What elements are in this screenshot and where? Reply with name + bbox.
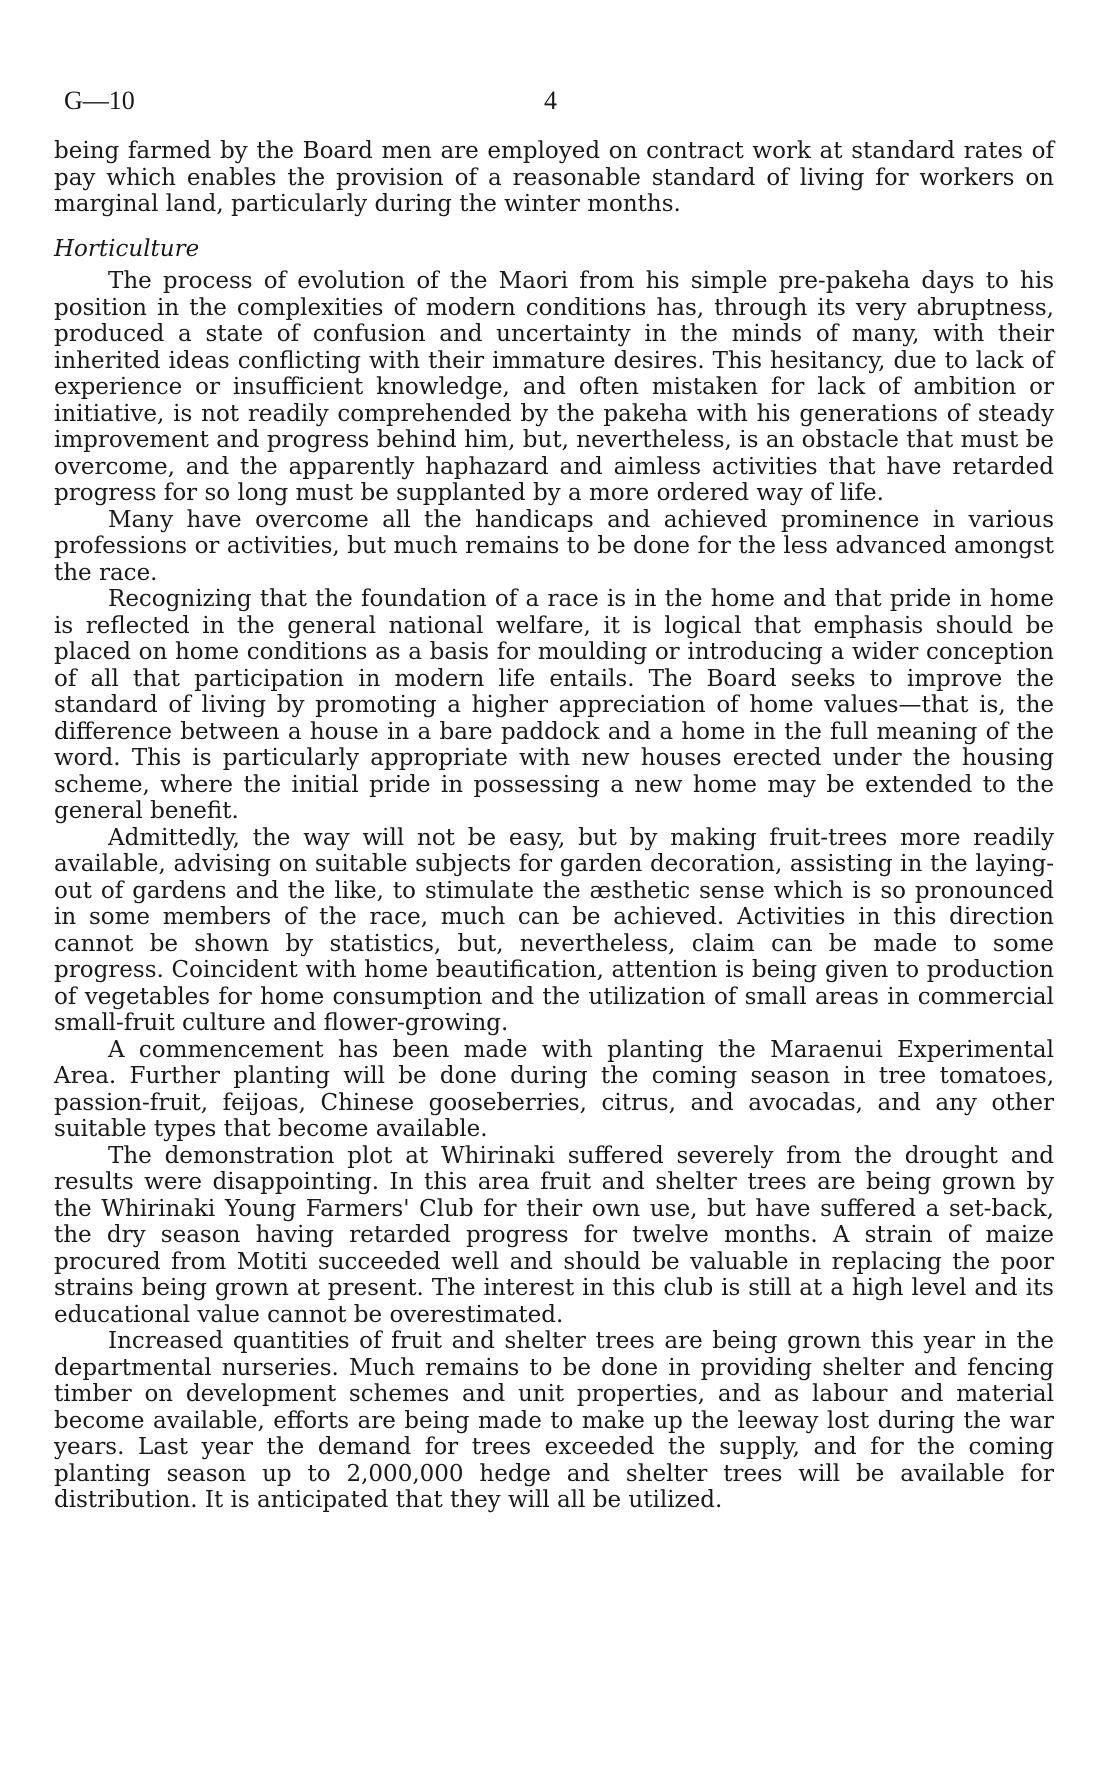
body-text [54, 138, 1054, 1514]
continuation-paragraph: being farmed by the Board men are employed on contract work at standard rates of pay which enables the provision of a reasonable standard of living for workers on marginal land, particularly during the winter months. [54, 138, 1054, 217]
paragraph: The process of evolution of the Maori from his simple pre-pakeha days to his position in the complexities of modern conditions has, through its very abruptness, produced a state of confusion and uncertainty in the minds of many, with their inherited ideas conflicting with their immature desires. This hesitancy, due to lack of experience or insufficient knowledge, and often mistaken for lack of ambition or initiative, is not readily comprehended by the pakeha with his generations of steady improvement and progress behind him, but, nevertheless, is an obstacle that must be overcome, and the apparently haphazard and aimless activities that have retarded progress for so long must be supplanted by a more ordered way of life. [54, 268, 1054, 506]
document-id: G—10 [64, 86, 135, 115]
paragraph: Admittedly, the way will not be easy, but by making fruit-trees more readily available, advising on suitable subjects for garden decoration, assisting in the laying-out of gardens and the like, to stimulate the æsthetic sense which is so pronounced in some members of the race, much can be achieved. Activities in this direction cannot be shown by statistics, but, nevertheless, claim can be made to some progress. Coincident with home beautification, attention is being given to production of vegetables for home consumption and the utilization of small areas in commercial small-fruit culture and flower-growing. [54, 824, 1054, 1036]
section-heading: Horticulture [54, 235, 200, 262]
paragraph: Many have overcome all the handicaps and achieved prominence in various professions or activities, but much remains to be done for the less advanced amongst the race. [54, 506, 1054, 586]
paragraph: The demonstration plot at Whirinaki suffered severely from the drought and results were disappointing. In this area fruit and shelter trees are being grown by the Whirinaki Young Farmers' Club for their own use, but have suffered a set-back, the dry season having retarded progress for twelve months. A strain of maize procured from Motiti succeeded well and should be valuable in replacing the poor strains being grown at present. The interest in this club is still at a high level and its educational value cannot be overestimated. [54, 1142, 1054, 1328]
document-page [54, 86, 1054, 1514]
paragraph: Recognizing that the foundation of a race is in the home and that pride in home is reflected in the general national welfare, it is logical that emphasis should be placed on home conditions as a basis for moulding or introducing a wider conception of all that participation in modern life entails. The Board seeks to improve the standard of living by promoting a higher appreciation of home values—that is, the difference between a house in a bare paddock and a home in the full meaning of the word. This is particularly appropriate with new houses erected under the housing scheme, where the initial pride in possessing a new home may be extended to the general benefit. [54, 586, 1054, 824]
page-header [54, 86, 1054, 120]
page-number: 4 [544, 86, 557, 115]
paragraph: A commencement has been made with planting the Maraenui Experimental Area. Further planting will be done during the coming season in tree tomatoes, passion-fruit, feijoas, Chinese gooseberries, citrus, and avocadas, and any other suitable types that become available. [54, 1036, 1054, 1142]
paragraph: Increased quantities of fruit and shelter trees are being grown this year in the departmental nurseries. Much remains to be done in providing shelter and fencing timber on development schemes and unit properties, and as labour and material become available, efforts are being made to make up the leeway lost during the war years. Last year the demand for trees exceeded the supply, and for the coming planting season up to 2,000,000 hedge and shelter trees will be available for distribution. It is anticipated that they will all be utilized. [54, 1328, 1054, 1513]
